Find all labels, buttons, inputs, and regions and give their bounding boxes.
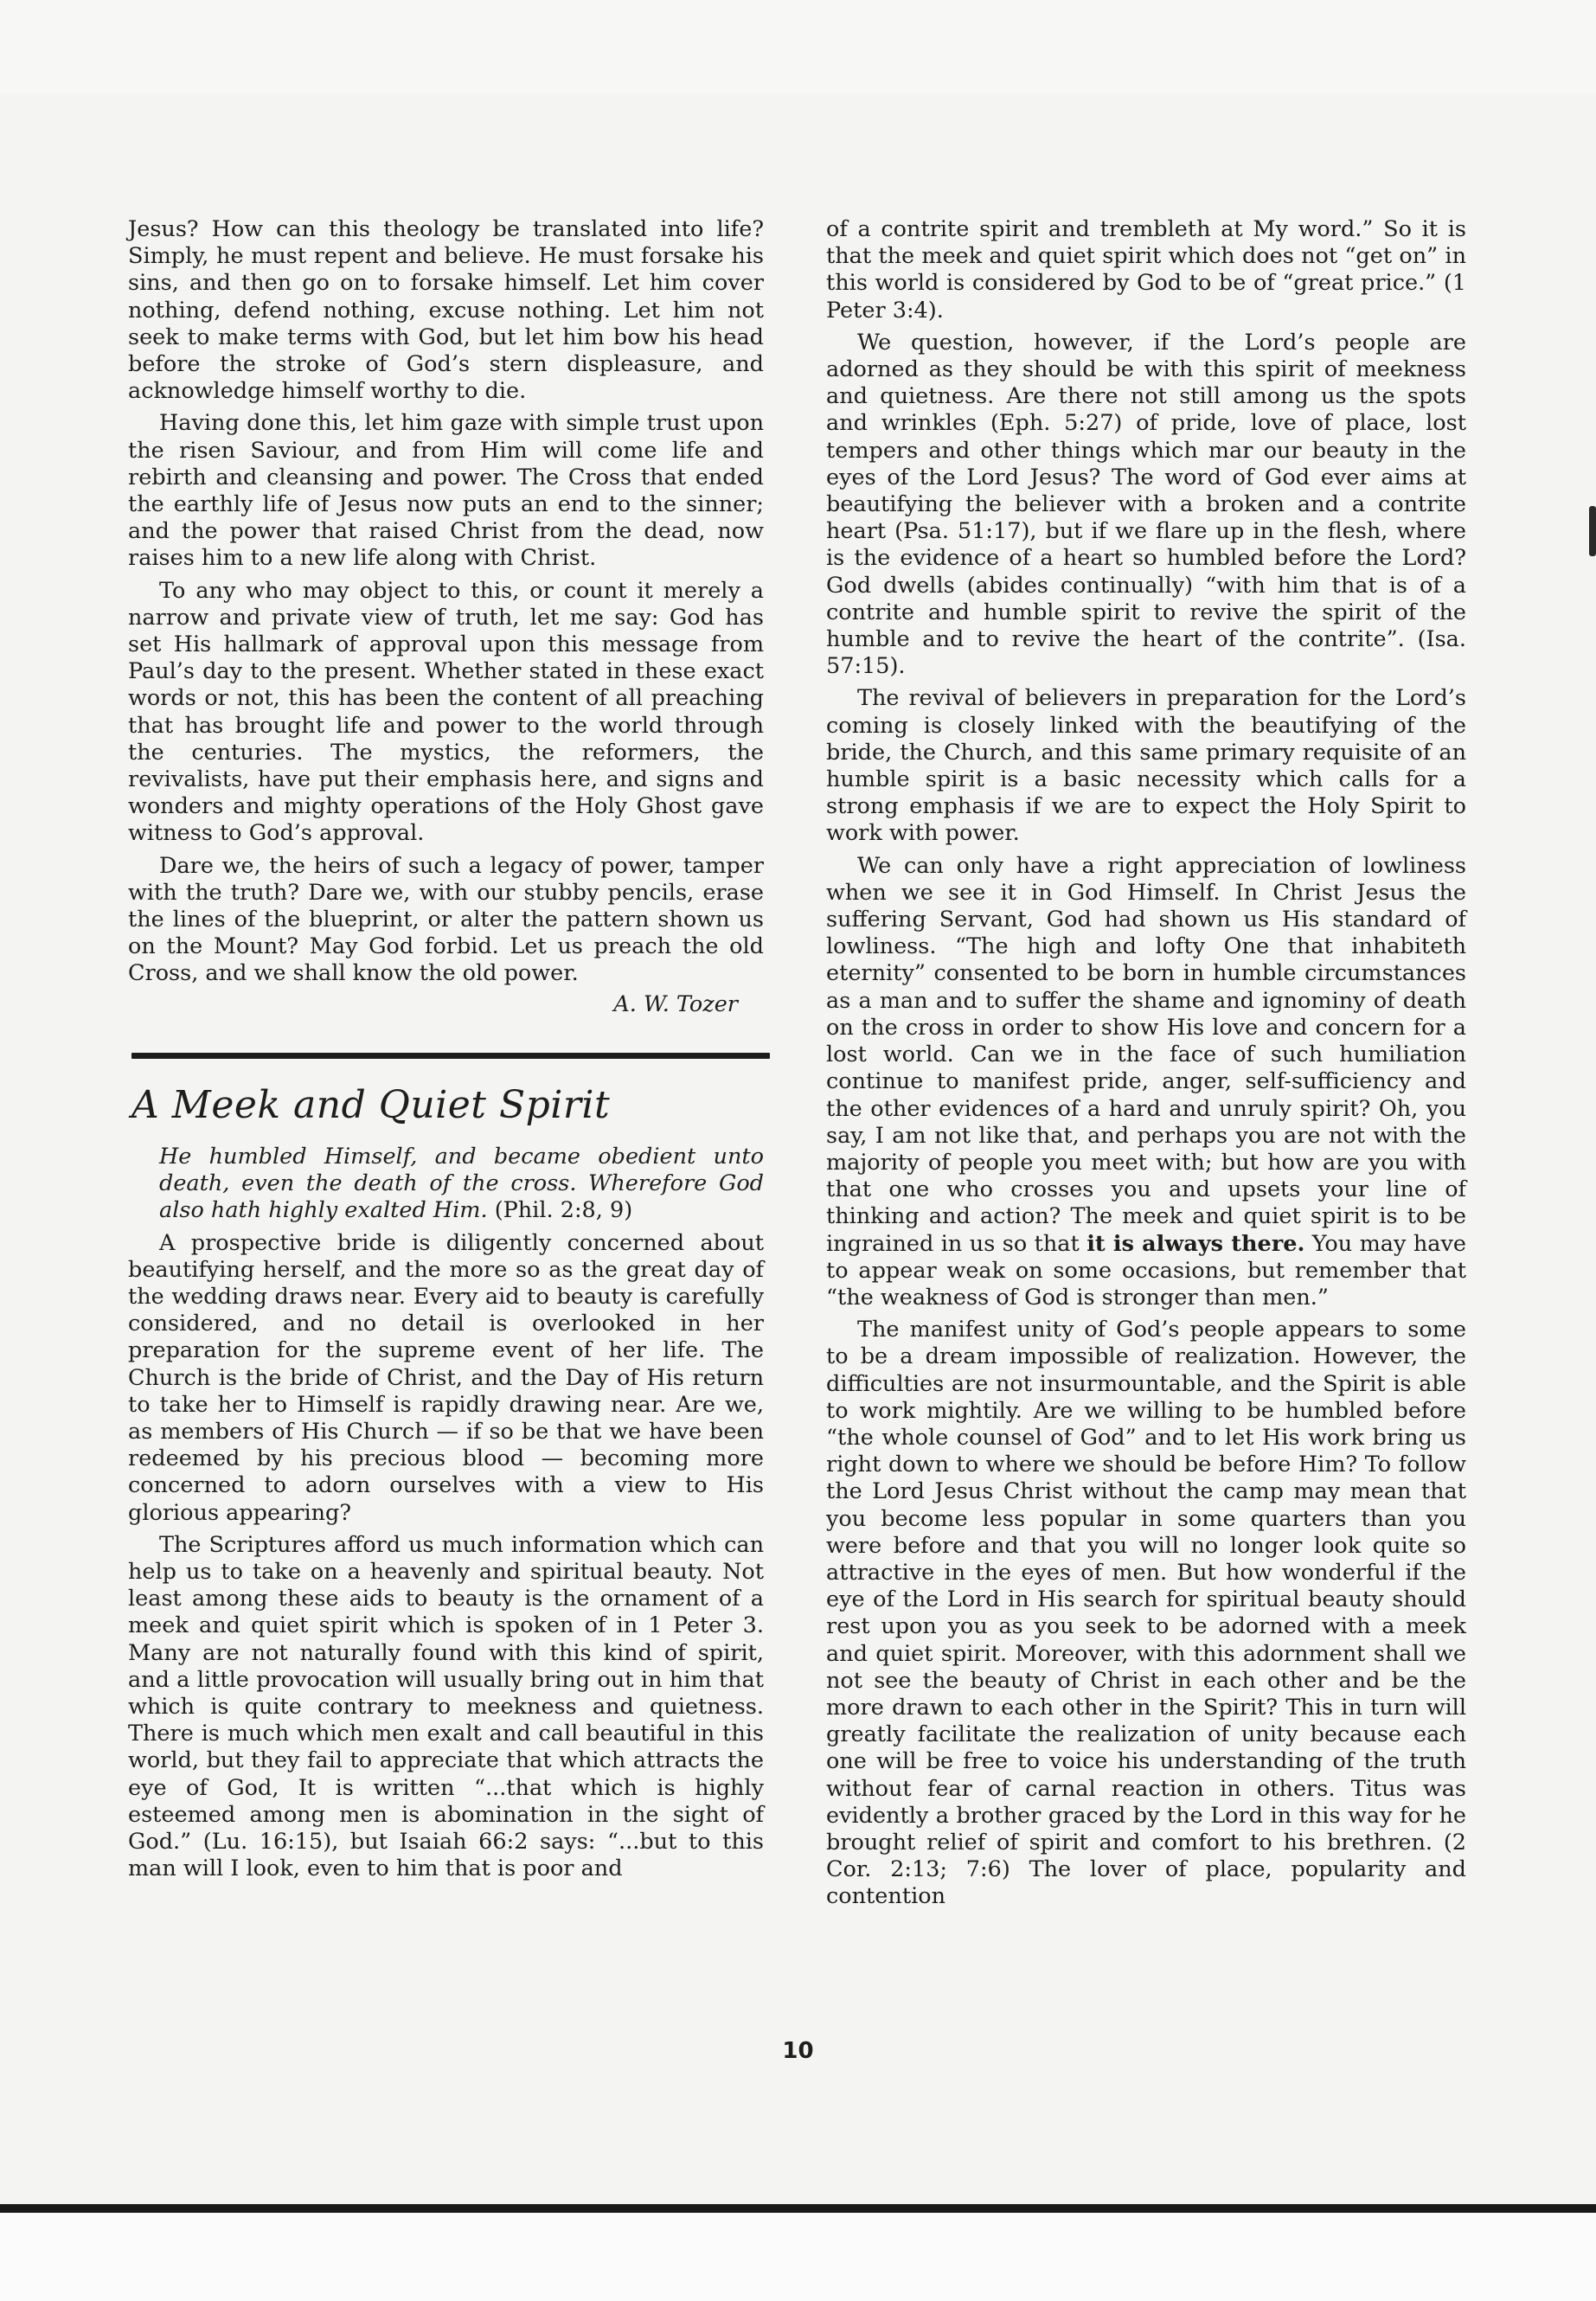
paragraph: A prospective bride is diligently concerned about beautifying herself, and the more so as the great day of the wedding draws near. Every aid to beauty is carefully considered, and no detail is overlooked in her preparation for the supreme event of her life. The Church is the bride of Christ, and the Day of His return to take her to Himself is rapidly drawing near. Are we, as members of His Church — if so be that we have been redeemed by his precious blood — becoming more concerned to adorn ourselves with a view to His glorious appearing? [128, 1229, 764, 1526]
paragraph: Jesus? How can this theology be translated into life? Simply, he must repent and believe. He must forsake his sins, and then go on to forsake himself. Let him cover nothing, defend nothing, excuse nothing. Let him not seek to make terms with God, but let him bow his head before the stroke of God’s stern displeasure, and acknowledge himself worthy to die. [128, 216, 764, 405]
page-number: 10 [782, 2038, 814, 2064]
article-title: A Meek and Quiet Spirit [131, 1082, 611, 1127]
page-bottom-edge [0, 2204, 1596, 2213]
paragraph: Dare we, the heirs of such a legacy of power, tamper with the truth? Dare we, with our stubby pencils, erase the lines of the blueprint, or alter the pattern shown us on the Mount? May God forbid. Let us preach the old Cross, and we shall know the old power. [128, 852, 764, 987]
page-top-margin [0, 0, 1596, 95]
paragraph: The manifest unity of God’s people appears to some to be a dream impossible of realization. However, the difficulties are not insurmountable, and the Spirit is able to work mightily. Are we willing to be humbled before “the whole counsel of God” and to let His work bring us right down to where we should be before Him? To follow the Lord Jesus Christ without the camp may mean that you become less popular in some quarters than you were before and that you will no longer look quite so attractive in the eyes of men. But how wonderful if the eye of the Lord in His search for spiritual beauty should rest upon you as you seek to be adorned with a meek and quiet spirit. Moreover, with this adornment shall we not see the beauty of Christ in each other and be the more drawn to each other in the Spirit? This in turn will greatly facilitate the realization of unity because each one will be free to voice his understanding of the truth without fear of carnal reaction in others. Titus was evidently a brother graced by the Lord in this way for he brought relief of spirit and comfort to his brethren. (2 Cor. 2:13; 7:6) The lover of place, popularity and contention [826, 1317, 1466, 1910]
paragraph: To any who may object to this, or count it merely a narrow and private view of truth, let me say: God has set His hallmark of approval upon this message from Paul’s day to the present. Whether stated in these exact words or not, this has been the content of all preaching that has brought life and power to the world through the centuries. The mystics, the reformers, the revivalists, have put their emphasis here, and signs and wonders and mighty operations of the Holy Ghost gave witness to God’s approval. [128, 577, 764, 847]
epigraph-reference: (Phil. 2:8, 9) [494, 1197, 633, 1224]
paragraph-text: We can only have a right appreciation of lowliness when we see it in God Himself. In Christ Jesus the suffering Servant, God had shown us His standard of lowliness. “The high and lofty One that inhabiteth eternity” consented to be born in humble circumstances as a man and to suffer the shame and ignominy of death on the cross in order to show His love and concern for a lost world. Can we in the face of such humiliation continue to manifest pride, anger, self-sufficiency and the other evidences of a hard and unruly spirit? Oh, you say, I am not like that, and perhaps you are not with the majority of people you meet with; but how are you with that one who crosses you and upsets your line of thinking and action? The meek and quiet spirit is to be ingrained in us so that [826, 852, 1466, 1257]
paragraph-text: You may have to appear weak on some occasions, but remember that “the weakness of God is stronger than men.” [826, 1230, 1466, 1311]
epigraph-text: He humbled Himself, and became obedient unto death, even the death of the cross. Wherefore God also hath highly exalted Him. [159, 1143, 764, 1224]
paragraph: The revival of believers in preparation for the Lord’s coming is closely linked with the beautifying of the bride, the Church, and this same primary requisite of an humble spirit is a basic necessity which calls for a strong emphasis if we are to expect the Holy Spirit to work with power. [826, 685, 1466, 847]
left-column [128, 216, 764, 1882]
scan-background [0, 2213, 1596, 2301]
paragraph: Having done this, let him gaze with simple trust upon the risen Saviour, and from Him will come life and rebirth and cleansing and power. The Cross that ended the earthly life of Jesus now puts an end to the sinner; and the power that raised Christ from the dead, now raises him to a new life along with Christ. [128, 410, 764, 572]
paragraph: The Scriptures afford us much information which can help us to take on a heavenly and spiritual beauty. Not least among these aids to beauty is the ornament of a meek and quiet spirit which is spoken of in 1 Peter 3. Many are not naturally found with this kind of spirit, and a little provocation will usually bring out in him that which is quite contrary to meekness and quietness. There is much which men exalt and call beautiful in this world, but they fail to appreciate that which attracts the eye of God, It is written “...that which is highly esteemed among men is abomination in the sight of God.” (Lu. 16:15), but Isaiah 66:2 says: “...but to this man will I look, even to him that is poor and [128, 1531, 764, 1882]
section-divider [131, 1053, 770, 1059]
paragraph: We question, however, if the Lord’s people are adorned as they should be with this spirit of meekness and quietness. Are there not still among us the spots and wrinkles (Eph. 5:27) of pride, love of place, lost tempers and other things which mar our beauty in the eyes of the Lord Jesus? The word of God ever aims at beautifying the believer with a broken and a contrite heart (Psa. 51:17), but if we flare up in the flesh, where is the evidence of a heart so humbled before the Lord? God dwells (abides continually) “with him that is of a contrite and humble spirit to revive the spirit of the humble and to revive the heart of the contrite”. (Isa. 57:15). [826, 329, 1466, 680]
paragraph: of a contrite spirit and trembleth at My word.” So it is that the meek and quiet spirit which does not “get on” in this world is considered by God to be of “great price.” (1 Peter 3:4). [826, 216, 1466, 324]
author-signature: A. W. Tozer [613, 990, 738, 1017]
scan-edge-mark [1589, 506, 1596, 556]
right-column [826, 216, 1466, 1911]
epigraph [128, 1144, 764, 1225]
paragraph [826, 853, 1466, 1311]
emphasis-text: it is always there. [1086, 1230, 1305, 1257]
